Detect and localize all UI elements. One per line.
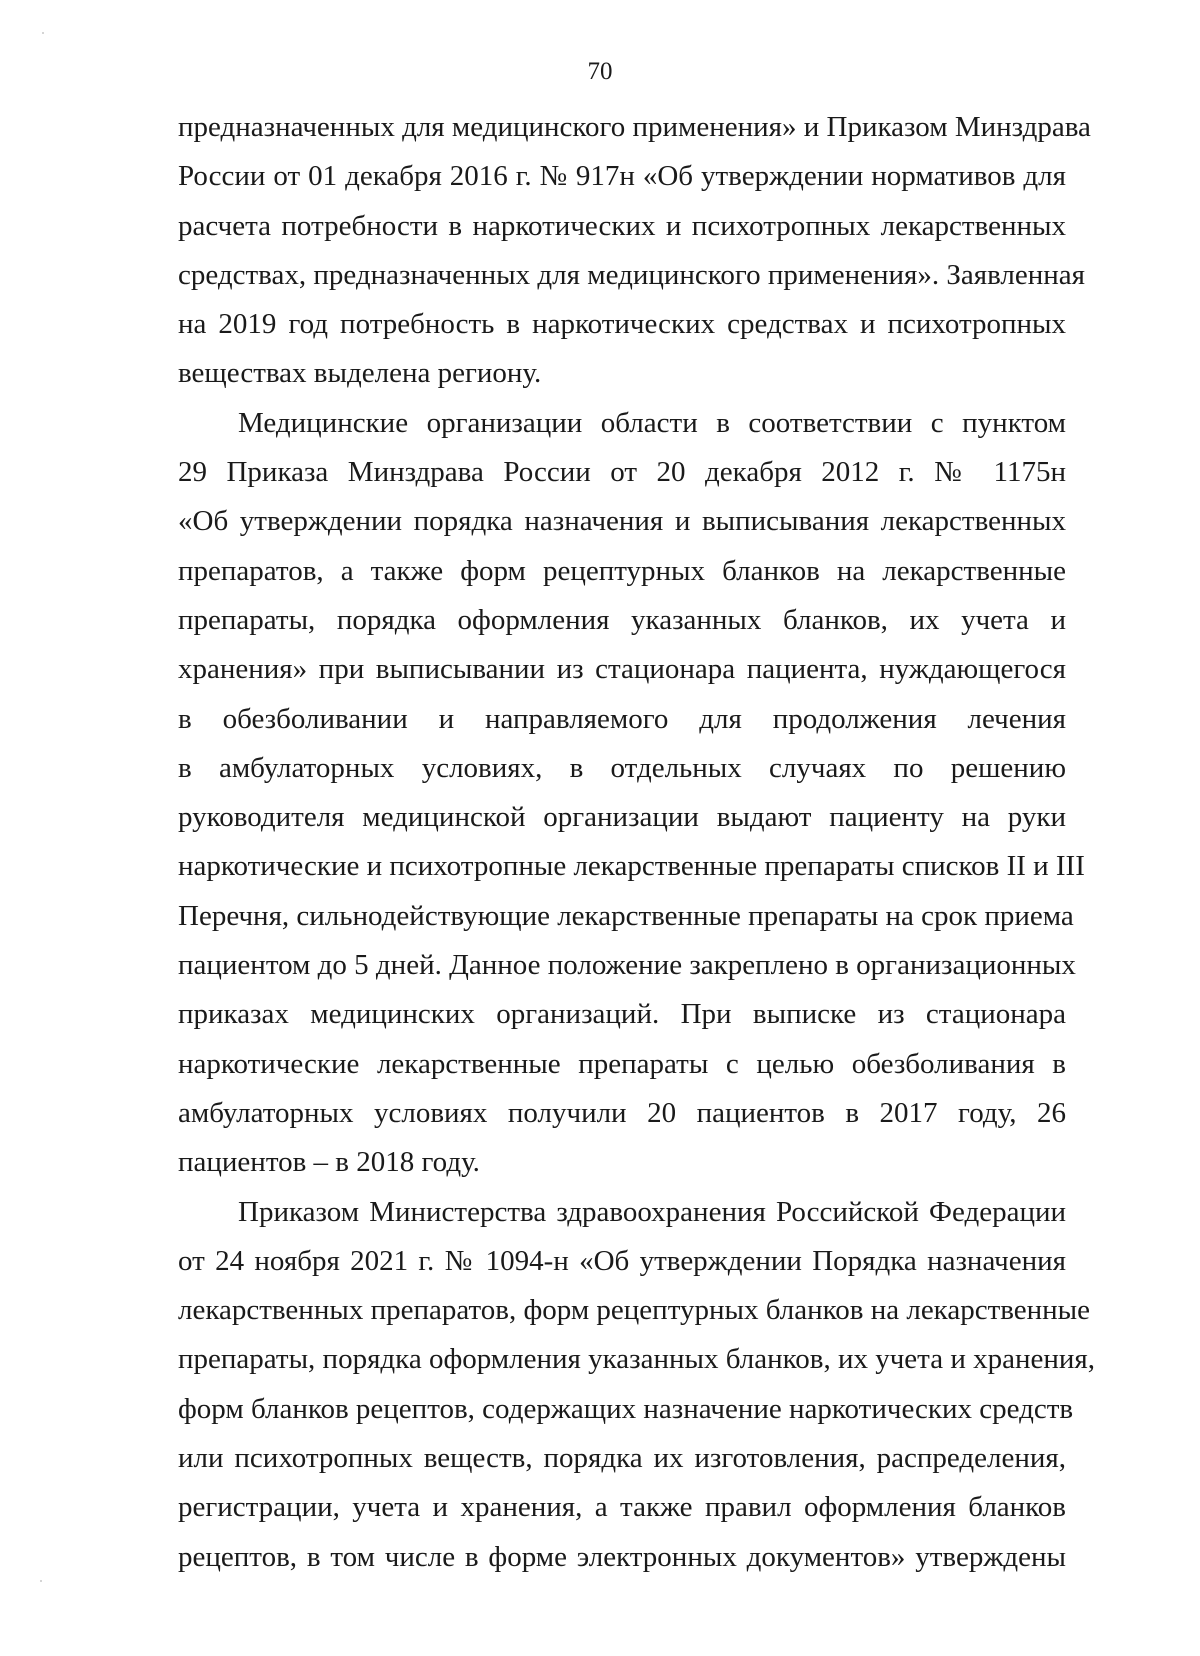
text-line: руководителя медицинской организации выдают пациенту на руки xyxy=(178,801,1066,834)
text-line: препараты, порядка оформления указанных бланков, их учета и хранения, xyxy=(178,1343,1095,1376)
text-line: рецептов, в том числе в форме электронных документов» утверждены xyxy=(178,1540,1066,1573)
text-line: регистрации, учета и хранения, а также правил оформления бланков xyxy=(178,1491,1066,1524)
scan-speck xyxy=(42,32,44,34)
document-body xyxy=(178,103,1095,1582)
text-line: форм бланков рецептов, содержащих назначение наркотических средств xyxy=(178,1392,1074,1425)
text-line: или психотропных веществ, порядка их изготовления, распределения, xyxy=(178,1442,1066,1475)
text-line: хранения» при выписывании из стационара пациента, нуждающегося xyxy=(178,653,1066,686)
text-line: России от 01 декабря 2016 г. № 917н «Об утверждении нормативов для xyxy=(178,160,1066,193)
text-line: от 24 ноября 2021 г. № 1094-н «Об утверждении Порядка назначения xyxy=(178,1244,1066,1277)
text-line: пациентом до 5 дней. Данное положение закреплено в организационных xyxy=(178,949,1076,982)
text-line: амбулаторных условиях получили 20 пациентов в 2017 году, 26 xyxy=(178,1096,1066,1129)
text-line: наркотические лекарственные препараты с целью обезболивания в xyxy=(178,1047,1066,1080)
text-line: в обезболивании и направляемого для продолжения лечения xyxy=(178,702,1066,735)
text-line: 29 Приказа Минздрава России от 20 декабря 2012 г. № 1175н xyxy=(178,456,1066,489)
paragraph xyxy=(178,103,1091,399)
text-line: средствах, предназначенных для медицинского применения». Заявленная xyxy=(178,258,1085,291)
text-line: препаратов, а также форм рецептурных бланков на лекарственные xyxy=(178,554,1066,587)
text-line: «Об утверждении порядка назначения и выписывания лекарственных xyxy=(178,505,1066,538)
text-line: расчета потребности в наркотических и психотропных лекарственных xyxy=(178,209,1066,242)
text-line: приказах медицинских организаций. При выписке из стационара xyxy=(178,998,1066,1031)
text-line: Приказом Министерства здравоохранения Российской Федерации xyxy=(238,1195,1066,1228)
scan-speck xyxy=(40,1580,42,1582)
text-line: пациентов – в 2018 году. xyxy=(178,1146,480,1179)
text-line: на 2019 год потребность в наркотических средствах и психотропных xyxy=(178,308,1066,341)
page-number: 70 xyxy=(587,58,613,85)
text-line: в амбулаторных условиях, в отдельных случаях по решению xyxy=(178,751,1066,784)
text-line: препараты, порядка оформления указанных бланков, их учета и xyxy=(178,603,1066,636)
text-line: предназначенных для медицинского применения» и Приказом Минздрава xyxy=(178,111,1091,143)
paragraph xyxy=(178,1188,1095,1582)
paragraph xyxy=(178,399,1085,1188)
text-line: веществах выделена региону. xyxy=(178,357,542,390)
text-line: Перечня, сильнодействующие лекарственные препараты на срок приема xyxy=(178,899,1074,932)
text-line: лекарственных препаратов, форм рецептурных бланков на лекарственные xyxy=(178,1294,1091,1327)
text-line: наркотические и психотропные лекарственные препараты списков II и III xyxy=(178,850,1085,883)
text-line: Медицинские организации области в соответствии с пунктом xyxy=(238,406,1066,439)
